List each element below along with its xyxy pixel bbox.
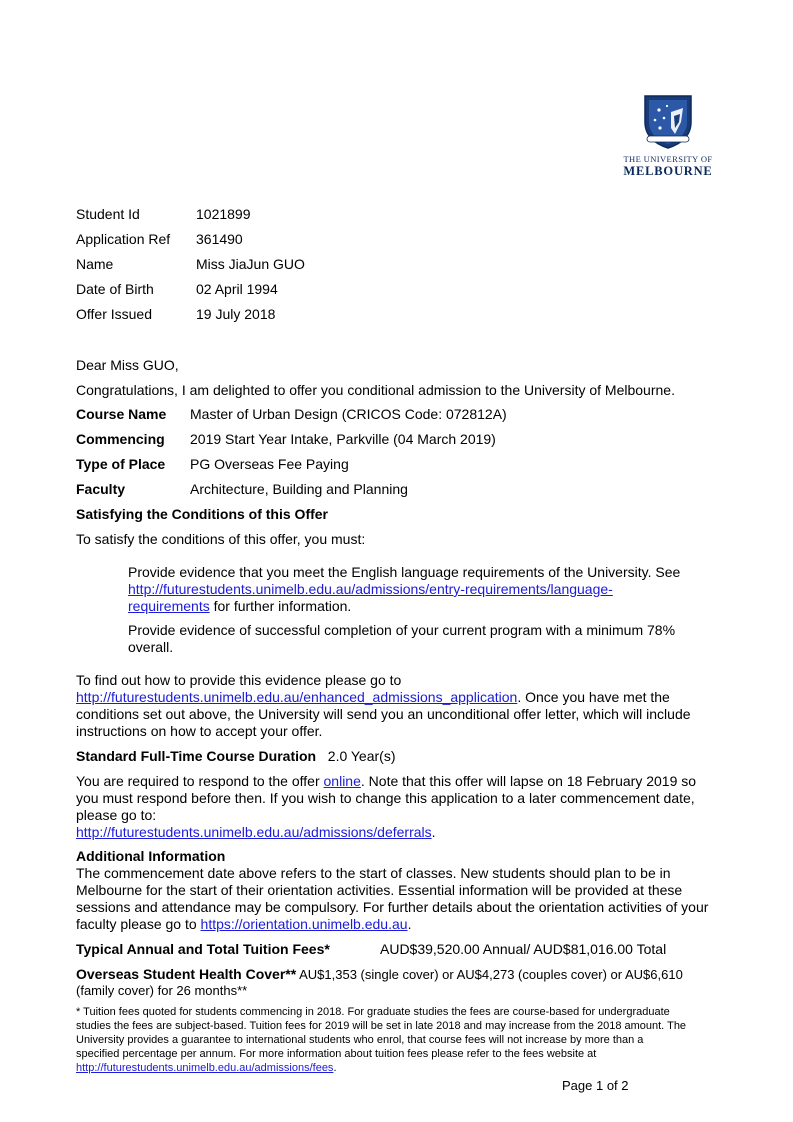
evidence-line-1: To find out how to provide this evidence please go to xyxy=(76,672,402,688)
commencing-value: 2019 Start Year Intake, Parkville (04 March 2019) xyxy=(190,431,496,447)
oshc-label: Overseas Student Health Cover** xyxy=(76,966,297,982)
application-ref-label: Application Ref xyxy=(76,231,171,247)
additional-info-line-4: faculty please go to xyxy=(76,916,201,932)
tuition-footnote xyxy=(76,1005,748,1075)
condition-completion-line-2: overall. xyxy=(128,639,174,655)
respond-line-4-tail: . xyxy=(431,824,436,840)
online-link[interactable]: online xyxy=(323,773,361,789)
conditions-intro: To satisfy the conditions of this offer, you must: xyxy=(76,531,366,547)
name-label: Name xyxy=(76,256,114,272)
respond-pre: You are required to respond to the offer xyxy=(76,773,324,789)
university-logo xyxy=(618,92,718,187)
language-requirements-link[interactable]: http://futurestudents.unimelb.edu.au/admissions/entry-requirements/language- xyxy=(128,581,613,597)
additional-info-heading: Additional Information xyxy=(76,848,226,864)
course-name-value: Master of Urban Design (CRICOS Code: 072812A) xyxy=(190,406,507,422)
footnote-line-2: studies the fees are subject-based. Tuition fees for 2019 will be set in late 2018 and may increase from the 2018 amount. The xyxy=(76,1020,687,1032)
condition-completion-line-1: Provide evidence of successful completion of your current program with a minimum 78% xyxy=(128,622,676,638)
respond-line-2: you must respond before then. If you wish to change this application to a later commencement date, xyxy=(76,790,695,806)
orientation-link[interactable]: https://orientation.unimelb.edu.au xyxy=(200,916,408,932)
student-id-label: Student Id xyxy=(76,206,140,222)
footnote-tail: . xyxy=(333,1062,337,1074)
tuition-fees-value: AUD$39,520.00 Annual/ AUD$81,016.00 Total xyxy=(380,941,667,957)
name-value: Miss JiaJun GUO xyxy=(196,256,305,272)
evidence-line-4: instructions on how to accept your offer. xyxy=(76,723,323,739)
dob-label: Date of Birth xyxy=(76,281,154,297)
commencing-label: Commencing xyxy=(76,431,165,447)
dob-value: 02 April 1994 xyxy=(196,281,278,297)
additional-info xyxy=(76,848,746,933)
fees-link[interactable]: http://futurestudents.unimelb.edu.au/admissions/fees xyxy=(76,1062,334,1074)
student-id-value: 1021899 xyxy=(196,206,251,222)
footnote-line-1: * Tuition fees quoted for students commencing in 2018. For graduate studies the fees are course-based for undergraduate xyxy=(76,1006,670,1018)
faculty-value: Architecture, Building and Planning xyxy=(190,481,408,497)
additional-info-line-3: sessions and attendance may be compulsory. For further details about the orientation activities of your xyxy=(76,899,709,915)
oshc-block xyxy=(76,966,746,999)
conditions-heading: Satisfying the Conditions of this Offer xyxy=(76,506,328,522)
condition-item-english xyxy=(128,564,728,615)
tuition-fees-row xyxy=(76,939,330,959)
logo-line-2: MELBOURNE xyxy=(623,164,713,178)
respond-paragraph xyxy=(76,773,746,841)
language-requirements-link-cont[interactable]: requirements xyxy=(128,598,210,614)
deferrals-link[interactable]: http://futurestudents.unimelb.edu.au/admissions/deferrals xyxy=(76,824,432,840)
offer-issued-value: 19 July 2018 xyxy=(196,306,276,322)
oshc-value: AU$1,353 (single cover) or AU$4,273 (couples cover) or AU$6,610 xyxy=(296,967,683,982)
respond-line-3: please go to: xyxy=(76,807,157,823)
additional-info-line-1: The commencement date above refers to the start of classes. New students should plan to be in xyxy=(76,865,671,881)
evidence-paragraph xyxy=(76,672,746,740)
offer-issued-label: Offer Issued xyxy=(76,306,153,322)
type-of-place-label: Type of Place xyxy=(76,456,166,472)
respond-post: . Note that this offer will lapse on 18 February 2019 so xyxy=(360,773,697,789)
course-duration-value: 2.0 Year(s) xyxy=(327,748,396,764)
additional-info-line-4-tail: . xyxy=(407,916,412,932)
page-number: Page 1 of 2 xyxy=(562,1078,629,1093)
condition-item-completion xyxy=(128,622,728,656)
university-crest-icon xyxy=(641,92,695,150)
logo-line-1: THE UNIVERSITY OF xyxy=(623,154,713,164)
condition-english-text: Provide evidence that you meet the English language requirements of the University. See xyxy=(128,564,681,580)
application-ref-value: 361490 xyxy=(196,231,243,247)
additional-info-line-2: Melbourne for the start of their orientation activities. Essential information will be provided at these xyxy=(76,882,683,898)
tuition-fees-label: Typical Annual and Total Tuition Fees* xyxy=(76,941,330,957)
course-duration-label: Standard Full-Time Course Duration xyxy=(76,748,317,764)
condition-english-tail: for further information. xyxy=(209,598,352,614)
congratulations-text: Congratulations, I am delighted to offer you conditional admission to the University of Melbourne. xyxy=(76,382,675,398)
footnote-line-3: University provides a guarantee to international students who enrol, that course fees will not increase by more than a xyxy=(76,1034,644,1046)
evidence-line-3: conditions set out above, the University will send you an unconditional offer letter, which will include xyxy=(76,706,691,722)
footnote-line-4: specified percentage per annum. For more information about tuition fees please refer to the fees website at xyxy=(76,1048,597,1060)
evidence-line-2-tail: . Once you have met the xyxy=(517,689,670,705)
course-duration xyxy=(76,746,396,766)
oshc-line-2: (family cover) for 26 months** xyxy=(76,983,248,998)
type-of-place-value: PG Overseas Fee Paying xyxy=(190,456,349,472)
enhanced-admissions-link[interactable]: http://futurestudents.unimelb.edu.au/enhanced_admissions_application xyxy=(76,689,518,705)
course-name-label: Course Name xyxy=(76,406,167,422)
faculty-label: Faculty xyxy=(76,481,126,497)
salutation: Dear Miss GUO, xyxy=(76,357,179,373)
